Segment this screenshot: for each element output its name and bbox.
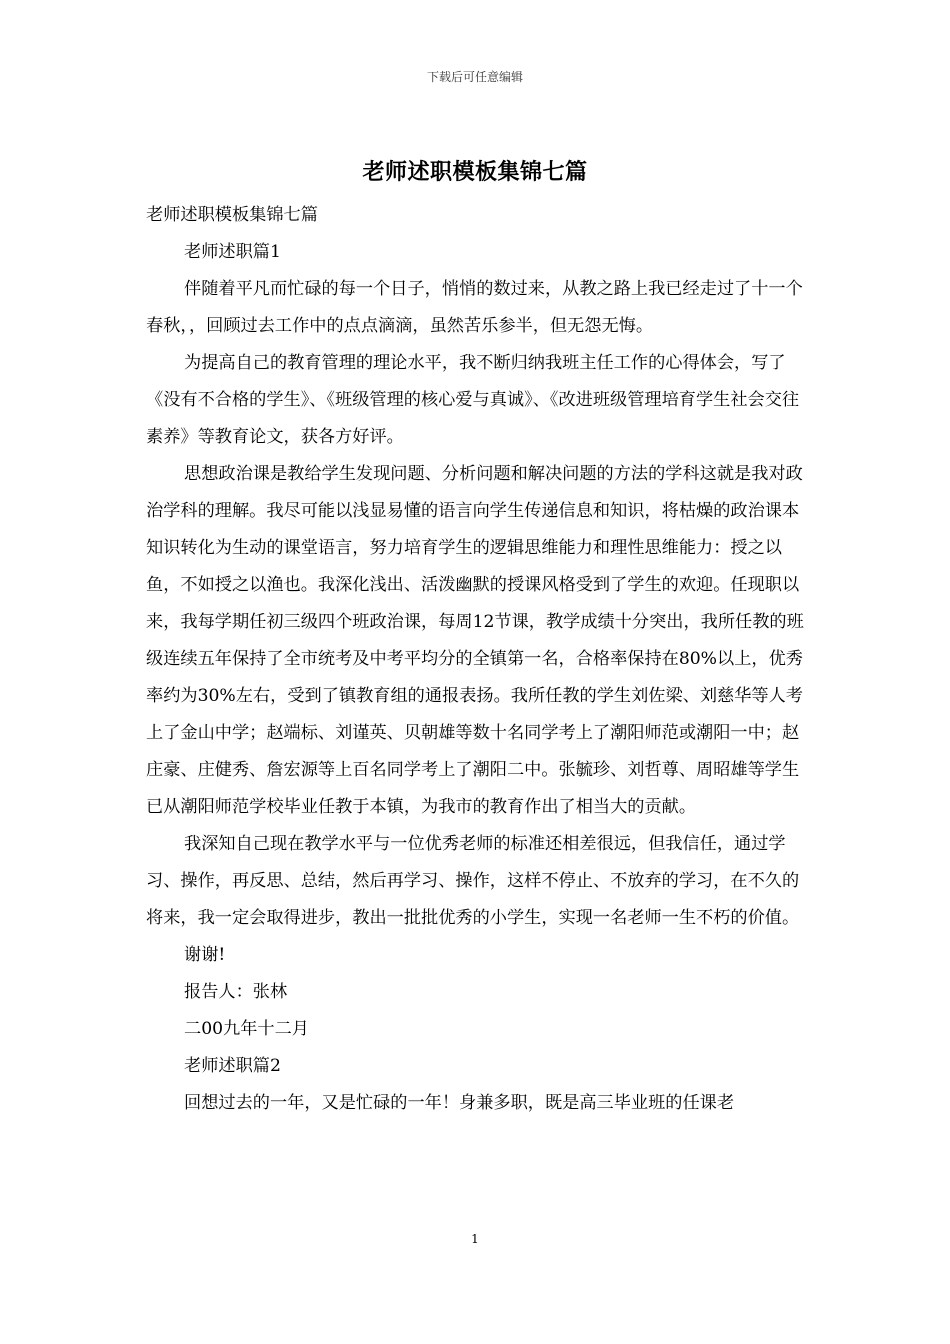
body-paragraph: 我深知自己现在教学水平与一位优秀老师的标准还相差很远，但我信任，通过学习、操作，再反思、总结，然后再学习、操作，这样不停止、不放弃的学习，在不久的将来，我一定会取得进步，教出一批批优秀的小学生，实现一名老师一生不朽的价值。 xyxy=(146,834,800,928)
section-heading-1: 老师述职篇1 xyxy=(184,242,281,262)
page-number: 1 xyxy=(471,1232,479,1246)
date-line: 二00九年十二月 xyxy=(184,1019,309,1039)
reporter-line: 报告人：张林 xyxy=(184,982,288,1002)
document-body xyxy=(146,197,810,1122)
body-paragraph: 回想过去的一年，又是忙碌的一年！身兼多职，既是高三毕业班的任课老 xyxy=(184,1093,735,1113)
body-paragraph: 思想政治课是教给学生发现问题、分析问题和解决问题的方法的学科这就是我对政治学科的理解。我尽可能以浅显易懂的语言向学生传递信息和知识，将枯燥的政治课本知识转化为生动的课堂语言，努力培育学生的逻辑思维能力和理性思维能力：授之以鱼，不如授之以渔也。我深化浅出、活泼幽默的授课风格受到了学生的欢迎。任现职以来，我每学期任初三级四个班政治课，每周12节课，教学成绩十分突出，我所任教的班级连续五年保持了全市统考及中考平均分的全镇第一名，合格率保持在80%以上，优秀率约为30%左右，受到了镇教育组的通报表扬。我所任教的学生刘佐梁、刘慈华等人考上了金山中学；赵端标、刘谨英、贝朝雄等数十名同学考上了潮阳师范或潮阳一中；赵庄豪、庄健秀、詹宏源等上百名同学考上了潮阳二中。张毓珍、刘哲尊、周昭雄等学生已从潮阳师范学校毕业任教于本镇，为我市的教育作出了相当大的贡献。 xyxy=(146,464,804,817)
subtitle-line: 老师述职模板集锦七篇 xyxy=(146,205,318,225)
body-paragraph: 为提高自己的教育管理的理论水平，我不断归纳我班主任工作的心得体会，写了《没有不合格的学生》、《班级管理的核心爱与真诚》、《改进班级管理培育学生社会交往素养》等教育论文，获各方好评。 xyxy=(146,353,800,447)
document-title: 老师述职模板集锦七篇 xyxy=(362,159,588,185)
header-note: 下载后可任意编辑 xyxy=(426,70,523,84)
body-paragraph: 伴随着平凡而忙碌的每一个日子，悄悄的数过来，从教之路上我已经走过了十一个春秋，，回顾过去工作中的点点滴滴，虽然苦乐参半，但无怨无悔。 xyxy=(146,279,803,336)
section-heading-2: 老师述职篇2 xyxy=(184,1056,281,1076)
thanks-line: 谢谢! xyxy=(184,945,226,965)
